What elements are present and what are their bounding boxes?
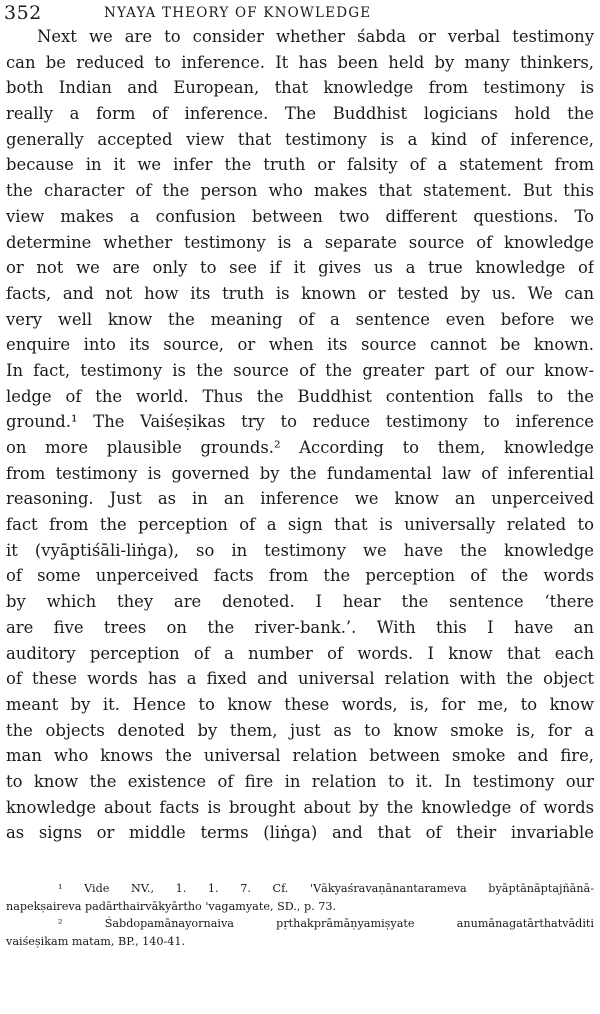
text-line: really a form of inference. The Buddhist logicians hold the xyxy=(6,104,594,124)
text-line: enquire into its source, or when its source cannot be known. xyxy=(6,335,594,355)
text-line: knowledge about facts is brought about by the knowledge of words xyxy=(6,797,594,817)
text-line: man who knows the universal relation between smoke and fire, xyxy=(6,746,594,766)
text-line: of some unperceived facts from the perception of the words xyxy=(6,566,594,586)
footnote-1-line-2: napekṣaireva padārthairvākyārtho 'vagamyate, SD., p. 73. xyxy=(6,899,337,913)
text-line: facts, and not how its truth is known or tested by us. We can xyxy=(6,283,594,303)
text-line: or not we are only to see if it gives us a true knowledge of xyxy=(6,258,594,278)
text-line: ledge of the world. Thus the Buddhist contention falls to the xyxy=(6,386,594,406)
text-line: both Indian and European, that knowledge from testimony is xyxy=(6,78,594,98)
text-line: fact from the perception of a sign that is universally related to xyxy=(6,515,594,535)
text-line: Next we are to consider whether śabda or verbal testimony xyxy=(37,27,594,46)
text-line: from testimony is governed by the fundamental law of inferential xyxy=(6,463,594,483)
text-line: ground.¹ The Vaiśeṣikas try to reduce testimony to inference xyxy=(6,412,594,432)
text-line: meant by it. Hence to know these words, is, for me, to know xyxy=(6,694,594,714)
text-line: the character of the person who makes that statement. But this xyxy=(6,181,594,201)
text-line: it (vyāptiśāli-liṅga), so in testimony we have the knowledge xyxy=(6,540,594,560)
text-line: the objects denoted by them, just as to know smoke is, for a xyxy=(6,720,594,740)
footnote-2-line-1: ² Śabdopamānayornaiva pṛthakprāmāṇyamiṣyate anumānagatārthatvāditi xyxy=(58,917,594,930)
running-head: NYAYA THEORY OF KNOWLEDGE xyxy=(104,5,372,21)
footnote-1-line-1: ¹ Vide NV., 1. 1. 7. Cf. 'Vākyaśravaṇānantarameva byāptānāptajñānā- xyxy=(58,882,594,895)
text-line: generally accepted view that testimony is a kind of inference, xyxy=(6,129,594,149)
page-header xyxy=(4,2,594,26)
text-line: view makes a confusion between two different questions. To xyxy=(6,206,594,226)
text-line: very well know the meaning of a sentence even before we xyxy=(6,309,594,329)
text-line: by which they are denoted. I hear the sentence ‘there xyxy=(6,592,594,612)
text-line: reasoning. Just as in an inference we know an unperceived xyxy=(6,489,594,509)
text-line: auditory perception of a number of words. I know that each xyxy=(6,643,594,663)
text-line: on more plausible grounds.² According to them, knowledge xyxy=(6,438,594,457)
text-line: In fact, testimony is the source of the greater part of our know- xyxy=(6,360,594,380)
text-line: as signs or middle terms (liṅga) and that of their invariable xyxy=(6,823,594,843)
text-line: because in it we infer the truth or falsity of a statement from xyxy=(6,155,594,175)
page-number: 352 xyxy=(4,2,42,24)
text-line: of these words has a fixed and universal relation with the object xyxy=(6,669,594,689)
text-line: can be reduced to inference. It has been held by many thinkers, xyxy=(6,52,594,72)
footnotes xyxy=(6,880,594,950)
text-line: are five trees on the river-bank.’. With this I have an xyxy=(6,617,594,637)
footnote-2-line-2: vaiśeṣikam matam, BP., 140-41. xyxy=(6,934,186,948)
text-line: to know the existence of fire in relation to it. In testimony our xyxy=(6,771,594,791)
body-paragraph xyxy=(6,24,594,846)
text-line: determine whether testimony is a separate source of knowledge xyxy=(6,232,594,252)
